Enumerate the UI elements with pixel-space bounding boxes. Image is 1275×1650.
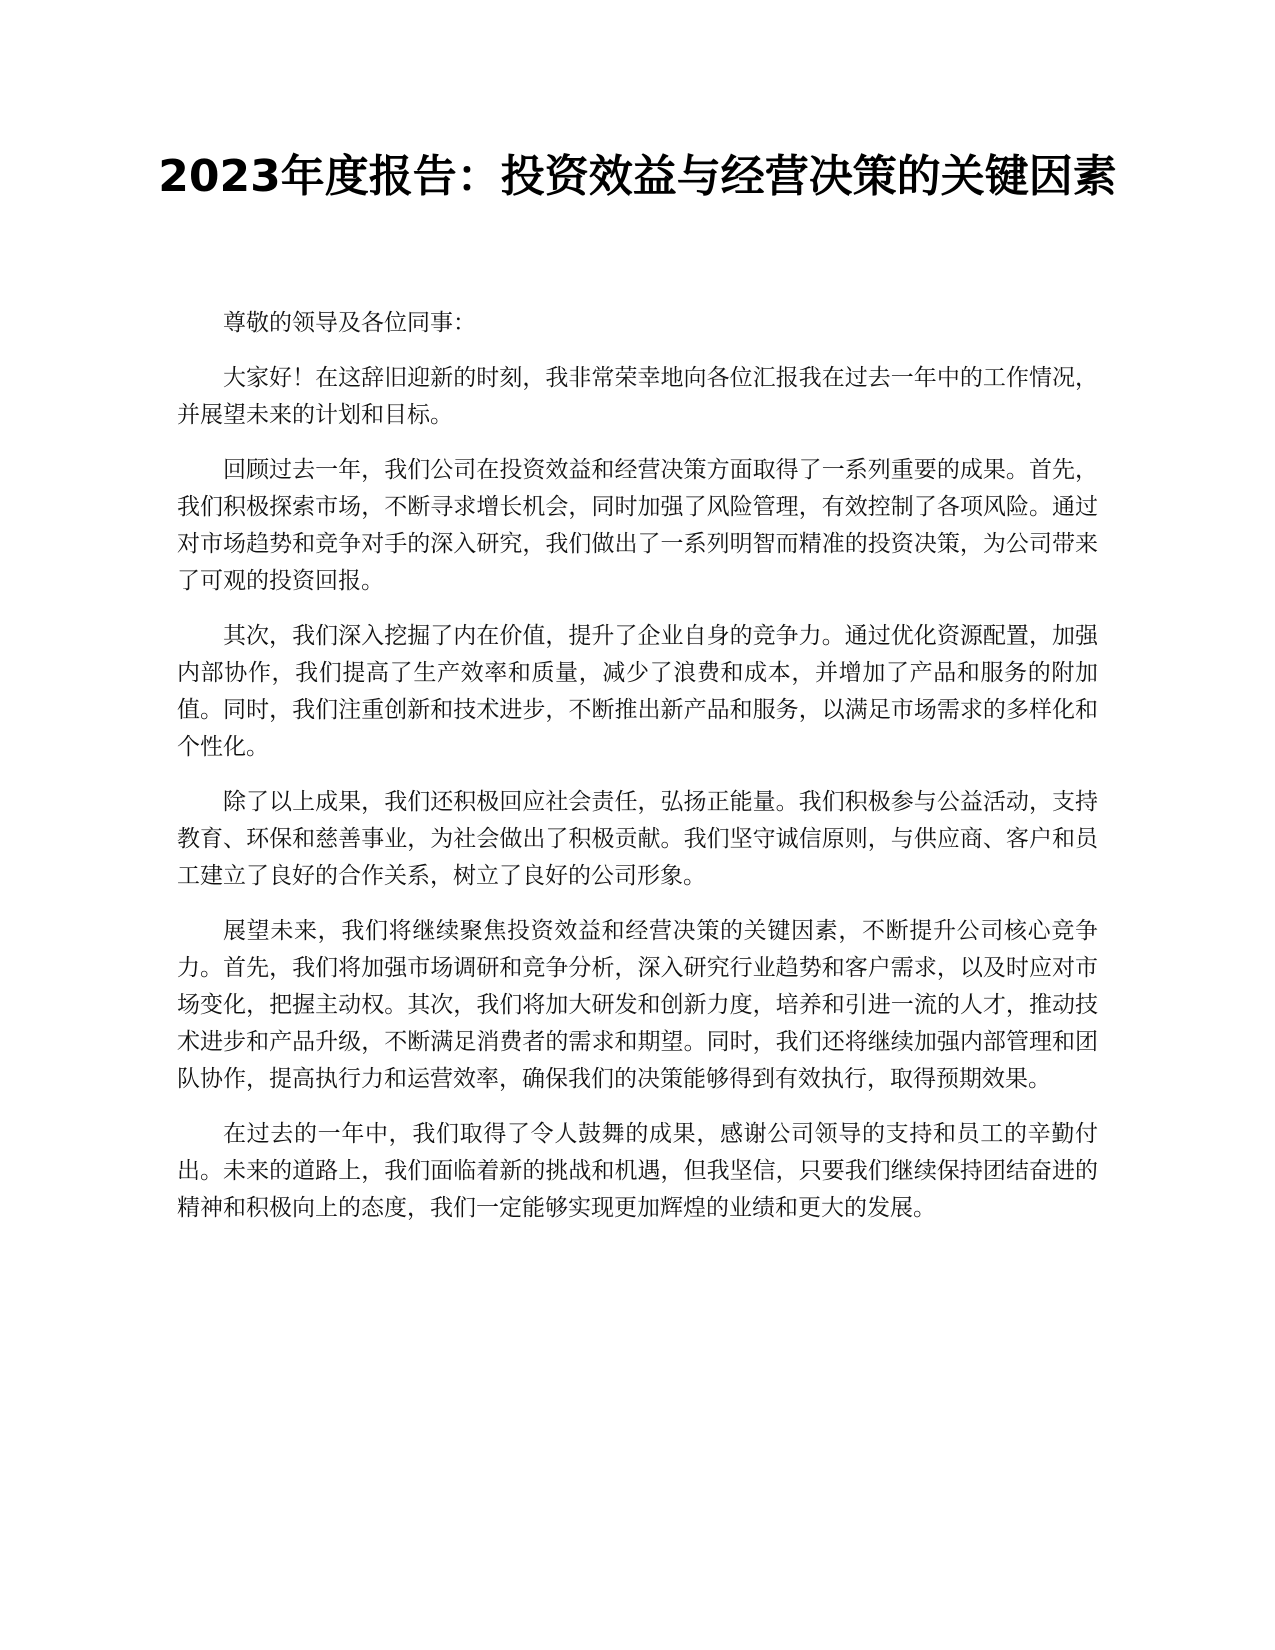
review-paragraph: 回顾过去一年，我们公司在投资效益和经营决策方面取得了一系列重要的成果。首先，我们积极探索市场，不断寻求增长机会，同时加强了风险管理，有效控制了各项风险。通过对市场趋势和竞争对手的深入研究，我们做出了一系列明智而精准的投资决策，为公司带来了可观的投资回报。	[177, 457, 1098, 594]
greeting-paragraph: 大家好！在这辞旧迎新的时刻，我非常荣幸地向各位汇报我在过去一年中的工作情况，并展望未来的计划和目标。	[177, 365, 1098, 428]
document-body	[177, 305, 1098, 1245]
value-paragraph: 其次，我们深入挖掘了内在价值，提升了企业自身的竞争力。通过优化资源配置，加强内部协作，我们提高了生产效率和质量，减少了浪费和成本，并增加了产品和服务的附加值。同时，我们注重创新和技术进步，不断推出新产品和服务，以满足市场需求的多样化和个性化。	[177, 623, 1098, 760]
salutation-paragraph: 尊敬的领导及各位同事：	[223, 310, 476, 336]
responsibility-paragraph: 除了以上成果，我们还积极回应社会责任，弘扬正能量。我们积极参与公益活动，支持教育、环保和慈善事业，为社会做出了积极贡献。我们坚守诚信原则，与供应商、客户和员工建立了良好的合作关系，树立了良好的公司形象。	[177, 789, 1098, 889]
outlook-paragraph: 展望未来，我们将继续聚焦投资效益和经营决策的关键因素，不断提升公司核心竞争力。首先，我们将加强市场调研和竞争分析，深入研究行业趋势和客户需求，以及时应对市场变化，把握主动权。其次，我们将加大研发和创新力度，培养和引进一流的人才，推动技术进步和产品升级，不断满足消费者的需求和期望。同时，我们还将继续加强内部管理和团队协作，提高执行力和运营效率，确保我们的决策能够得到有效执行，取得预期效果。	[177, 918, 1098, 1092]
document-title: 2023年度报告：投资效益与经营决策的关键因素	[158, 151, 1117, 202]
closing-paragraph: 在过去的一年中，我们取得了令人鼓舞的成果，感谢公司领导的支持和员工的辛勤付出。未来的道路上，我们面临着新的挑战和机遇，但我坚信，只要我们继续保持团结奋进的精神和积极向上的态度，我们一定能够实现更加辉煌的业绩和更大的发展。	[177, 1121, 1098, 1221]
